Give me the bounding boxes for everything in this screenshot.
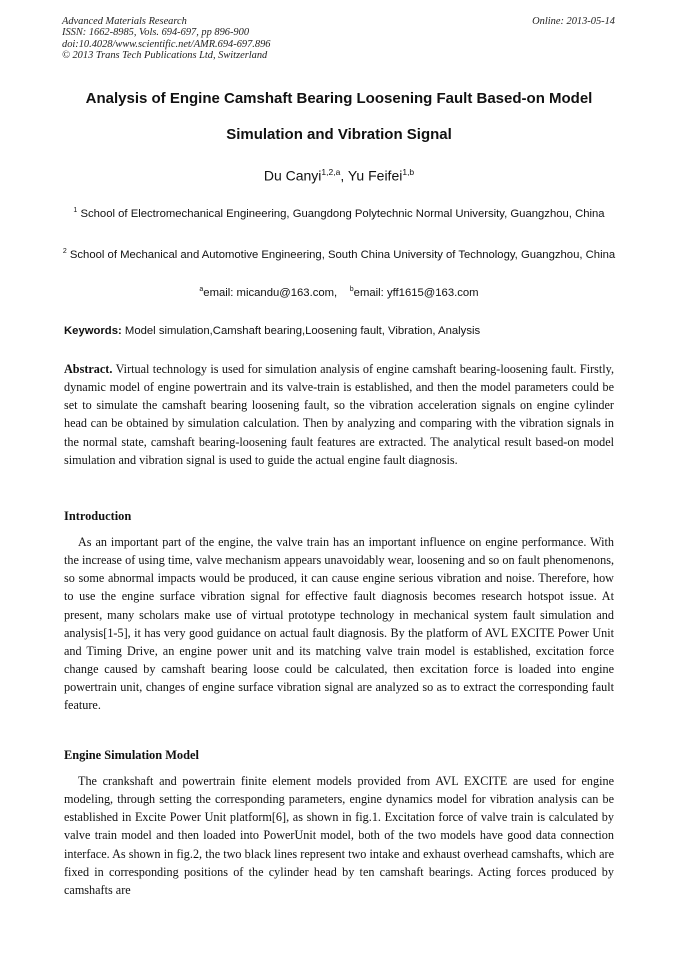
author-emails — [0, 286, 678, 299]
affiliation-2 — [62, 243, 616, 264]
keywords-label: Keywords: — [64, 325, 122, 337]
introduction-paragraph: As an important part of the engine, the valve train has an important influence on engine performance. With the increase of using time, valve mechanism appears unavoidably wear, loosening and so on fault phenomenons, so some abnormal impacts would be produced, it can cause engine serious vibration and noise. Therefore, how to use the engine surface vibration signal for effective fault diagnosis becomes research hotspot issue. At present, many scholars make use of virtual prototype technology in mechanical system fault simulation and analysis[1-5], it has very good guidance on actual fault diagnosis. By the platform of AVL EXCITE Power Unit and Timing Drive, an engine power unit and its matching valve train model is established, excitation force change caused by camshaft bearing loose could be calculated, then excitation force is loaded into engine powertrain unit, changes of engine surface vibration signal are analyzed so as to extract the corresponding fault feature. — [64, 535, 614, 713]
keywords — [64, 325, 616, 337]
abstract-label: Abstract. — [64, 362, 113, 376]
abstract — [64, 360, 614, 469]
paper-title-line-2: Simulation and Vibration Signal — [226, 126, 452, 143]
section-heading-engine-simulation-model: Engine Simulation Model — [64, 748, 199, 762]
paper-title-line-1: Analysis of Engine Camshaft Bearing Loosening Fault Based-on Model — [85, 90, 593, 107]
author-separator: , — [340, 167, 348, 184]
keywords-text: Model simulation,Camshaft bearing,Loosening fault, Vibration, Analysis — [124, 325, 481, 337]
journal-name: Advanced Materials Research — [62, 16, 187, 27]
email-address[interactable]: email: micandu@163.com, — [203, 286, 338, 299]
affiliation-text: School of Mechanical and Automotive Engineering, South China University of Technology, Guangzhou, China — [69, 248, 616, 261]
abstract-text: Virtual technology is used for simulation analysis of engine camshaft bearing-loosening fault. Firstly, dynamic model of engine powertrain and its valve-train is established, and then the model parameters could be set to simulate the camshaft bearing loosening fault, so the vibration acceleration signals on engine cylinder head can be obtained by simulation calculation. Then by analyzing and comparing with the vibration signals in the normal state, camshaft bearing-loosening fault features are extracted. The analytical result based-on model simulation and vibration signal is used to guide the actual engine fault diagnosis. — [64, 362, 615, 467]
engine-simulation-model-paragraph: The crankshaft and powertrain finite element models provided from AVL EXCITE are used for engine modeling, through setting the corresponding parameters, engine dynamics model for vibration analysis can be established in Excite Power Unit platform[6], as shown in fig.1. Excitation force of valve train is calculated by valve train model and then loaded into PowerUnit model, both of the two models have good data connection interface. As shown in fig.2, the two black lines represent two intake and exhaust overhead camshafts, which are fixed in corresponding positions of the cylinder head by ten camshaft bearings. Acting forces produced by camshafts are — [64, 774, 614, 897]
journal-issn: ISSN: 1662-8985, Vols. 694-697, pp 896-900 — [62, 27, 250, 39]
online-date: Online: 2013-05-14 — [532, 16, 615, 27]
journal-copyright: © 2013 Trans Tech Publications Ltd, Switzerland — [62, 50, 268, 62]
author-list — [0, 167, 678, 184]
author-superscript: 1,2,a — [321, 167, 341, 177]
affiliation-marker: 2 — [62, 248, 67, 255]
author-superscript: 1,b — [402, 167, 415, 177]
author-name: Yu Feifei — [347, 167, 403, 184]
affiliation-1 — [62, 202, 616, 223]
email-address[interactable]: email: yff1615@163.com — [353, 286, 479, 299]
affiliation-marker: 1 — [73, 207, 78, 214]
affiliation-text: School of Electromechanical Engineering, Guangdong Polytechnic Normal University, Guangzhou, China — [80, 207, 605, 220]
journal-doi: doi:10.4028/www.scientific.net/AMR.694-697.896 — [62, 38, 271, 50]
email-marker: b — [349, 286, 354, 293]
journal-header — [62, 16, 270, 62]
section-heading-introduction: Introduction — [64, 509, 132, 523]
author-name: Du Canyi — [263, 167, 322, 184]
email-marker: a — [199, 286, 204, 293]
